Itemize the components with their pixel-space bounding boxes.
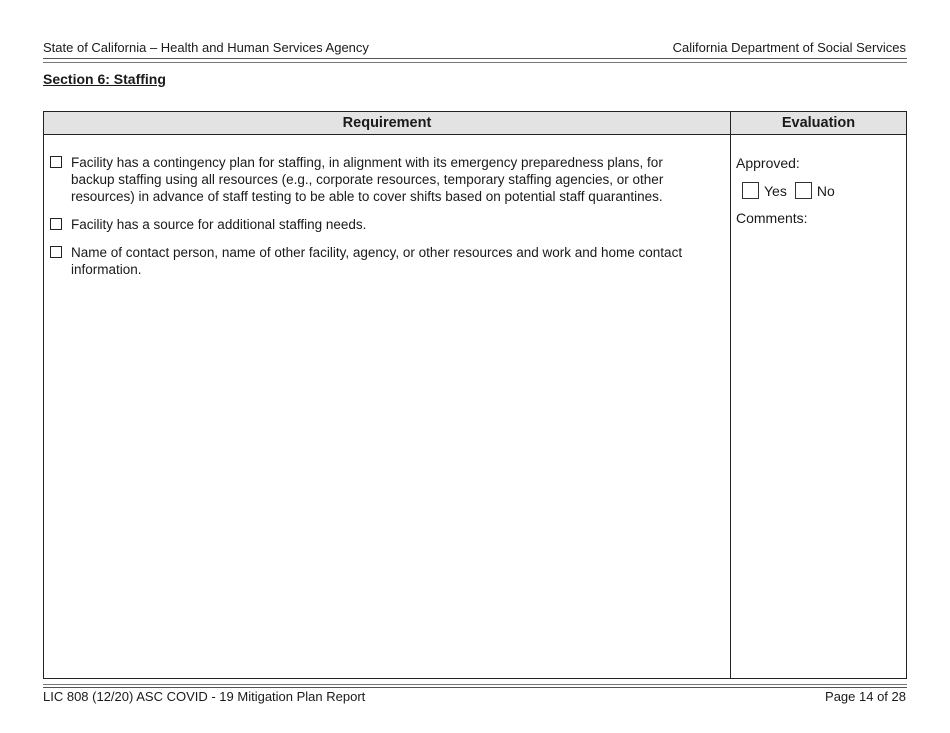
footer-rule — [43, 687, 907, 688]
header-department: California Department of Social Services — [672, 40, 906, 55]
no-checkbox[interactable] — [795, 182, 812, 199]
requirement-text: Name of contact person, name of other facility, agency, or other resources and work and home contact information. — [71, 245, 683, 277]
requirement-item — [50, 244, 710, 278]
evaluation-cell — [736, 154, 843, 226]
evaluation-column-header: Evaluation — [781, 115, 856, 131]
requirement-column-header: Requirement — [342, 115, 432, 131]
no-label: No — [816, 182, 835, 199]
requirement-text: Facility has a source for additional staffing needs. — [71, 217, 367, 232]
requirement-checkbox[interactable] — [50, 218, 62, 230]
requirement-text: Facility has a contingency plan for staffing, in alignment with its emergency preparedness plans, for backup staffing using all resources (e.g., corporate resources, temporary staffing agencies, or other resources) in advance of staff testing to be able to cover shifts based on potential staff quarantines. — [71, 155, 664, 204]
yes-checkbox[interactable] — [742, 182, 759, 199]
requirement-checkbox[interactable] — [50, 156, 62, 168]
requirement-item — [50, 216, 710, 233]
staffing-table — [43, 111, 907, 679]
requirement-list — [50, 154, 710, 289]
requirement-checkbox[interactable] — [50, 246, 62, 258]
comments-label: Comments: — [736, 210, 808, 226]
approved-label: Approved: — [736, 155, 800, 171]
header-rule-secondary — [43, 62, 907, 63]
footer-page-number: Page 14 of 28 — [825, 689, 906, 704]
footer-rule-secondary — [43, 684, 907, 685]
yes-label: Yes — [764, 182, 787, 199]
table-header-row — [44, 112, 906, 135]
header-rule — [43, 58, 907, 59]
approval-options — [742, 182, 843, 199]
footer-form-id: LIC 808 (12/20) ASC COVID - 19 Mitigation Plan Report — [43, 689, 366, 704]
header-agency: State of California – Health and Human Services Agency — [43, 40, 369, 55]
column-divider — [730, 112, 731, 678]
section-title: Section 6: Staffing — [43, 71, 166, 87]
requirement-item — [50, 154, 710, 205]
